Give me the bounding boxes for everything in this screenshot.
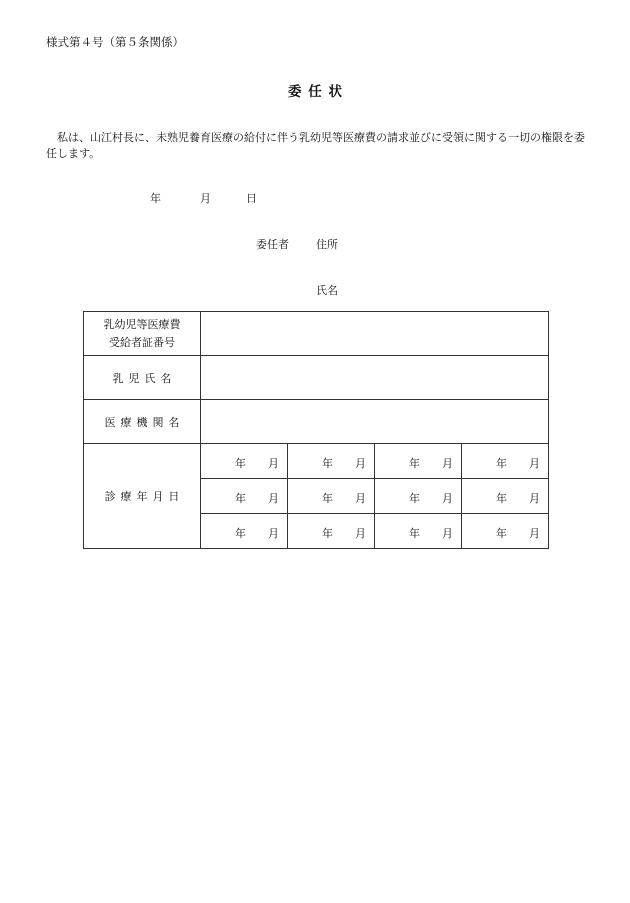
form-number: 様式第４号（第５条関係）: [46, 35, 184, 49]
year-label: 年: [409, 457, 420, 470]
treatment-date-cell[interactable]: [201, 479, 288, 514]
treatment-date-cell[interactable]: [288, 444, 375, 479]
institution-name-label: 医療機関名: [84, 400, 201, 444]
treatment-date-row: [84, 444, 549, 479]
month-label: 月: [355, 492, 366, 505]
institution-name-field[interactable]: [201, 400, 549, 444]
cert-number-label-line2: 受給者証番号: [109, 335, 175, 349]
treatment-date-cell[interactable]: [288, 479, 375, 514]
year-label: 年: [235, 527, 246, 540]
table-row: [84, 312, 549, 356]
date-month-label: 月: [200, 192, 211, 205]
cert-number-field[interactable]: [201, 312, 549, 356]
year-label: 年: [496, 492, 507, 505]
month-label: 月: [355, 527, 366, 540]
treatment-date-cell[interactable]: [462, 444, 549, 479]
date-year-label: 年: [150, 192, 161, 205]
address-label: 住所: [316, 238, 338, 251]
year-label: 年: [235, 492, 246, 505]
delegation-statement: 私は、山江村長に、未熟児養育医療の給付に伴う乳幼児等医療費の請求並びに受領に関する一切の権限を委任します。: [46, 131, 585, 160]
delegator-label: 委任者: [256, 238, 289, 251]
year-label: 年: [322, 492, 333, 505]
delegation-info-table: [83, 311, 549, 549]
treatment-date-cell[interactable]: [375, 479, 462, 514]
month-label: 月: [529, 527, 540, 540]
table-row: [84, 356, 549, 400]
date-day-label: 日: [246, 192, 257, 205]
document-title: 委任状: [288, 84, 349, 100]
treatment-date-cell[interactable]: [375, 444, 462, 479]
infant-name-field[interactable]: [201, 356, 549, 400]
year-label: 年: [496, 457, 507, 470]
cert-number-label: [84, 312, 201, 356]
treatment-date-cell[interactable]: [462, 514, 549, 549]
month-label: 月: [355, 457, 366, 470]
year-label: 年: [409, 527, 420, 540]
name-label: 氏名: [316, 284, 338, 297]
infant-name-label: 乳児氏名: [84, 356, 201, 400]
month-label: 月: [442, 492, 453, 505]
treatment-date-label: 診療年月日: [84, 444, 201, 549]
month-label: 月: [268, 492, 279, 505]
month-label: 月: [442, 527, 453, 540]
table-row: [84, 400, 549, 444]
year-label: 年: [235, 457, 246, 470]
month-label: 月: [529, 457, 540, 470]
cert-number-label-line1: 乳幼児等医療費: [103, 317, 181, 331]
treatment-date-cell[interactable]: [201, 444, 288, 479]
month-label: 月: [529, 492, 540, 505]
month-label: 月: [268, 457, 279, 470]
year-label: 年: [322, 457, 333, 470]
treatment-date-cell[interactable]: [375, 514, 462, 549]
treatment-date-cell[interactable]: [288, 514, 375, 549]
month-label: 月: [442, 457, 453, 470]
year-label: 年: [409, 492, 420, 505]
year-label: 年: [496, 527, 507, 540]
treatment-date-cell[interactable]: [462, 479, 549, 514]
treatment-date-cell[interactable]: [201, 514, 288, 549]
month-label: 月: [268, 527, 279, 540]
year-label: 年: [322, 527, 333, 540]
